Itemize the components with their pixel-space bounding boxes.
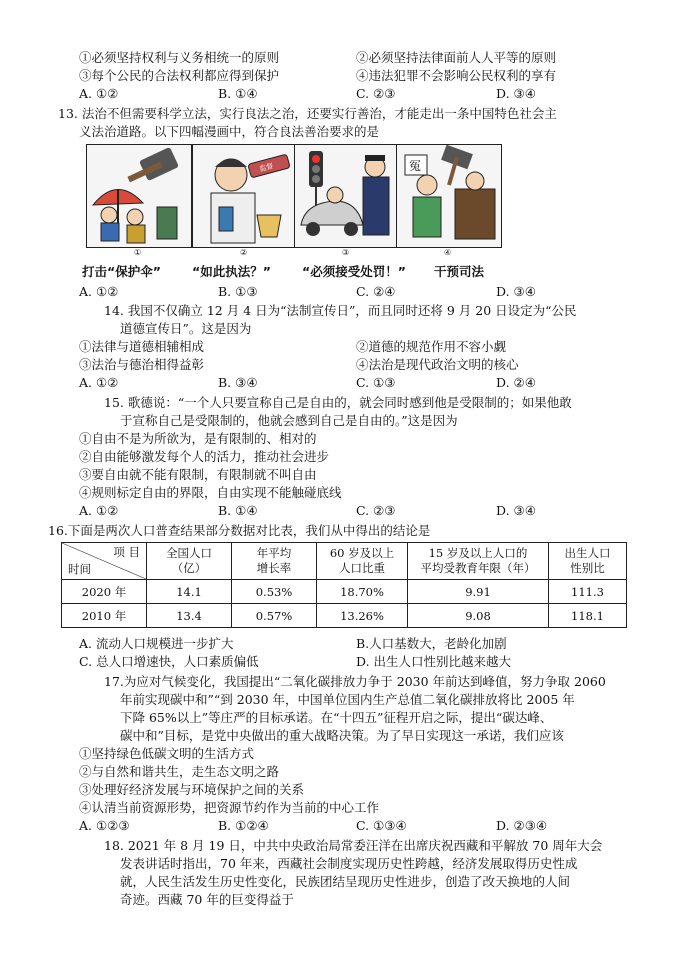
q16-option-a: A. 流动人口规模进一步扩大 xyxy=(79,636,234,651)
q17-statement-3: ③处理好经济发展与环境保护之间的关系 xyxy=(79,782,305,797)
q17-option-c: C. ①③④ xyxy=(356,818,407,833)
q13-option-a: A. ①② xyxy=(79,284,119,299)
table-row xyxy=(62,604,627,628)
q15-option-b: B. ①④ xyxy=(218,503,258,518)
q16-stem: 16.下面是两次人口普查结果部分数据对比表，我们从中得出的结论是 xyxy=(48,523,431,538)
q15-option-a: A. ①② xyxy=(79,503,119,518)
q13-option-b: B. ①③ xyxy=(218,284,258,299)
table-cell: 18.70% xyxy=(317,580,408,604)
corner-label-items: 项 目 xyxy=(113,545,140,559)
table-cell: 14.1 xyxy=(147,580,232,604)
comic-2-number: ② xyxy=(240,248,248,257)
comic-2-label: 监督 xyxy=(258,162,275,174)
q17-option-a: A. ①②③ xyxy=(79,818,130,833)
q17-stem-line-2: 年前实现碳中和”“到 2030 年，中国单位国内生产总值二氧化碳排放将比 2005 年 xyxy=(120,692,575,707)
table-cell: 13.26% xyxy=(317,604,408,628)
q14-option-b: B. ③④ xyxy=(218,375,258,390)
q18-stem-line-3: 就，人民生活发生历史性变化，民族团结呈现历史性进步，创造了改天换地的人间 xyxy=(120,874,571,889)
table-cell: 0.57% xyxy=(232,604,317,628)
q13-stem-line-2: 义法治道路。以下四幅漫画中，符合良法善治要求的是 xyxy=(79,124,380,139)
q14-statement-2: ②道德的规范作用不容小觑 xyxy=(356,339,507,354)
table-cell: 9.91 xyxy=(408,580,549,604)
q17-option-d: D. ②③④ xyxy=(496,818,548,833)
q16-option-c: C. 总人口增速快，人口素质偏低 xyxy=(79,654,259,669)
q15-stem-line-2: 于宣称自己是受限制的，他就会感到自己是自由的。”这是因为 xyxy=(120,413,458,428)
comic-2-caption: “如此执法？” xyxy=(192,264,271,279)
census-table xyxy=(61,542,627,628)
comic-2-enforcement xyxy=(192,144,298,248)
table-row xyxy=(62,580,627,604)
comic-1-umbrella xyxy=(86,144,192,248)
q12-option-b: B. ①④ xyxy=(218,86,258,101)
q17-stem-line-1: 17.为应对气候变化，我国提出“二氧化碳排放力争于 2030 年前达到峰值，努力争取 2060 xyxy=(104,674,606,689)
row-year: 2020 年 xyxy=(62,580,147,604)
q12-option-a: A. ①② xyxy=(79,86,119,101)
comic-4-court xyxy=(396,144,502,248)
q14-option-c: C. ①③ xyxy=(356,375,396,390)
q12-statement-3: ③每个公民的合法权利都应得到保护 xyxy=(79,68,280,83)
q17-stem-line-3: 下降 65%以上”等庄严的目标承诺。在“十四五”征程开启之际，提出“碳达峰、 xyxy=(120,710,553,725)
comic-4-caption: 干预司法 xyxy=(434,264,485,279)
comic-1-number: ① xyxy=(134,248,142,257)
q14-option-d: D. ②④ xyxy=(496,375,536,390)
header-sex-ratio: 出生人口 性别比 xyxy=(549,543,627,580)
q15-statement-4: ④规则标定自由的界限，自由实现不能触碰底线 xyxy=(79,485,342,500)
header-growth-rate: 年平均 增长率 xyxy=(232,543,317,580)
q18-stem-line-4: 奇迹。西藏 70 年的巨变得益于 xyxy=(120,892,294,907)
q12-option-c: C. ②③ xyxy=(356,86,396,101)
q17-stem-line-4: 碳中和”目标，是党中央做出的重大战略决策。为了早日实现这一承诺，我们应该 xyxy=(120,728,564,743)
q17-statement-1: ①坚持绿色低碳文明的生活方式 xyxy=(79,746,255,761)
q17-statement-2: ②与自然和谐共生，走生态文明之路 xyxy=(79,764,280,779)
comic-3-caption: “必须接受处罚！” xyxy=(302,264,406,279)
q15-statement-3: ③要自由就不能有限制，有限制就不叫自由 xyxy=(79,467,317,482)
q15-statement-1: ①自由不是为所欲为，是有限制的、相对的 xyxy=(79,431,317,446)
q14-statement-1: ①法律与道德相辅相成 xyxy=(79,339,205,354)
q16-option-b: B.人口基数大，老龄化加剧 xyxy=(356,636,507,651)
comic-4-label: 冤 xyxy=(409,159,422,173)
table-cell: 111.3 xyxy=(549,580,627,604)
comic-3-number: ③ xyxy=(342,248,350,257)
q12-statement-2: ②必须坚持法律面前人人平等的原则 xyxy=(356,50,557,65)
comic-3-traffic xyxy=(294,144,400,248)
q14-stem-line-1: 14. 我国不仅确立 12 月 4 日为“法制宣传日”，而且同时还将 9 月 20 日设定为“公民 xyxy=(104,303,577,318)
census-corner-cell xyxy=(62,543,147,580)
q14-statement-4: ④法治是现代政治文明的核心 xyxy=(356,357,519,372)
q14-stem-line-2: 道德宣传日”。这是因为 xyxy=(120,321,252,336)
q12-statement-1: ①必须坚持权利与义务相统一的原则 xyxy=(79,50,280,65)
q18-stem-line-1: 18. 2021 年 8 月 19 日，中共中央政治局常委汪洋在出席庆祝西藏和平解放 70 周年大会 xyxy=(104,838,603,853)
q14-option-a: A. ①② xyxy=(79,375,119,390)
table-cell: 13.4 xyxy=(147,604,232,628)
table-cell: 0.53% xyxy=(232,580,317,604)
q15-option-d: D. ③④ xyxy=(496,503,536,518)
q14-statement-3: ③法治与德治相得益彰 xyxy=(79,357,205,372)
census-header-row xyxy=(62,543,627,580)
q16-option-d: D. 出生人口性别比越来越大 xyxy=(356,654,512,669)
row-year: 2010 年 xyxy=(62,604,147,628)
comic-1-caption: 打击“保护伞” xyxy=(82,264,161,279)
header-education-years: 15 岁及以上人口的 平均受教育年限（年） xyxy=(408,543,549,580)
q17-statement-4: ④认清当前资源形势，把资源节约作为当前的中心工作 xyxy=(79,800,380,815)
q15-stem-line-1: 15. 歌德说：“一个人只要宣称自己是自由的，就会同时感到他是受限制的；如果他敢 xyxy=(104,395,572,410)
comic-4-number: ④ xyxy=(444,248,452,257)
table-cell: 118.1 xyxy=(549,604,627,628)
q15-statement-2: ②自由能够激发每个人的活力，推动社会进步 xyxy=(79,449,330,464)
q12-statement-4: ④违法犯罪不会影响公民权利的享有 xyxy=(356,68,557,83)
q15-option-c: C. ②③ xyxy=(356,503,396,518)
q18-stem-line-2: 发表讲话时指出，70 年来，西藏社会制度实现历史性跨越，经济发展取得历史性成 xyxy=(120,856,578,871)
q17-option-b: B. ①②④ xyxy=(218,818,269,833)
q12-option-d: D. ③④ xyxy=(496,86,536,101)
q13-stem-line-1: 13. 法治不但需要科学立法，实行良法之治，还要实行善治，才能走出一条中国特色社会主 xyxy=(58,106,557,121)
q13-option-c: C. ②④ xyxy=(356,284,396,299)
header-aged-60: 60 岁及以上 人口比重 xyxy=(317,543,408,580)
q13-option-d: D. ③④ xyxy=(496,284,536,299)
header-population: 全国人口 （亿） xyxy=(147,543,232,580)
table-cell: 9.08 xyxy=(408,604,549,628)
corner-label-time: 时间 xyxy=(68,562,91,576)
